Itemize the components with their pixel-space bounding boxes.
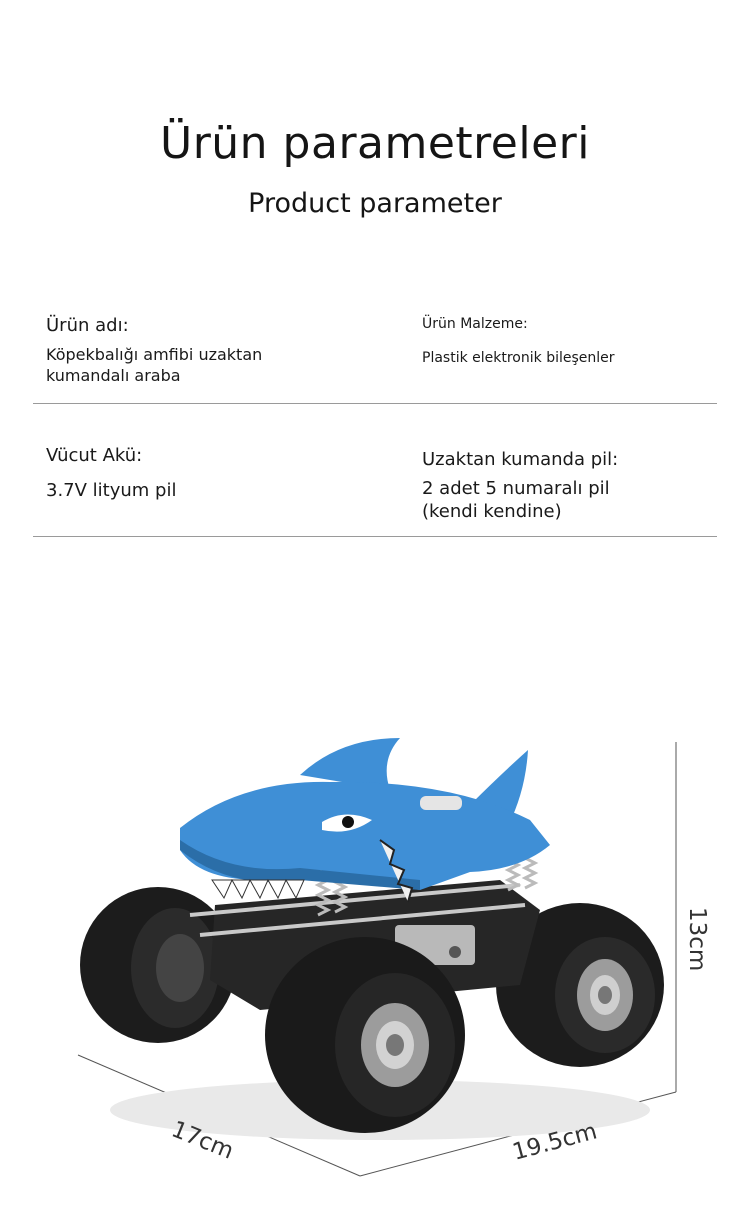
page-title: Ürün parametreleri [160, 118, 590, 169]
remote-battery-label: Uzaktan kumanda pil: [422, 449, 619, 470]
battery-label: Vücut Akü: [46, 445, 143, 466]
material-value: Plastik elektronik bileşenler [422, 350, 615, 366]
battery-value: 3.7V lityum pil [46, 480, 177, 501]
product-name-label: Ürün adı: [46, 315, 129, 336]
remote-battery-value-line2: (kendi kendine) [422, 501, 562, 522]
front-left-wheel [265, 937, 465, 1133]
width-dimension-label: 17cm [167, 1116, 238, 1165]
page-subtitle: Product parameter [248, 188, 502, 219]
material-label: Ürün Malzeme: [422, 316, 528, 332]
product-name-value-line2: kumandalı araba [46, 366, 181, 385]
remote-battery-value-line1: 2 adet 5 numaralı pil [422, 478, 610, 499]
length-dimension-label: 19.5cm [509, 1118, 600, 1166]
product-name-value-line1: Köpekbalığı amfibi uzaktan [46, 345, 263, 364]
shark-body [180, 738, 550, 902]
product-image [0, 700, 750, 1208]
height-dimension-label: 13cm [684, 907, 710, 972]
divider-row1 [33, 403, 717, 404]
divider-row2 [33, 536, 717, 537]
